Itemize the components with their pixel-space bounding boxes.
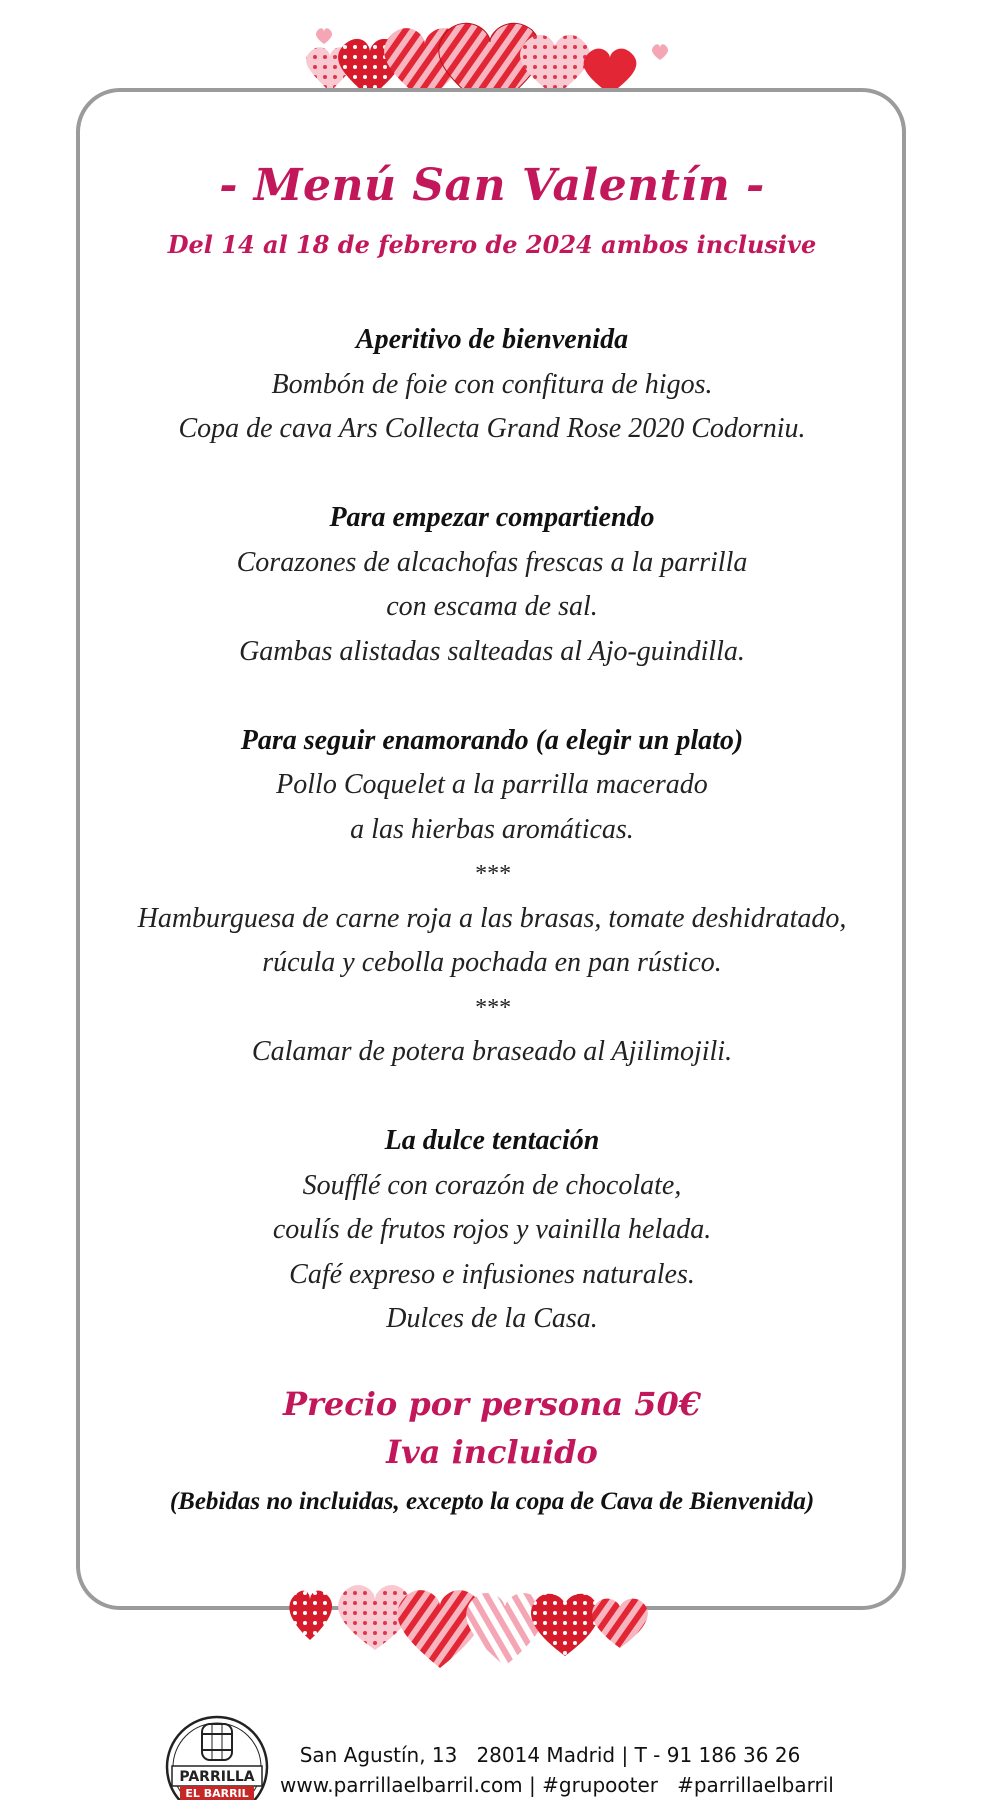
menu-item: Café expreso e infusiones naturales.: [289, 1258, 695, 1290]
barrel-logo-icon: [162, 1712, 272, 1800]
menu-item: Calamar de potera braseado al Ajilimojili.: [251, 1036, 733, 1067]
footer-address: San Agustín, 13 28014 Madrid | T - 91 186 36 26: [299, 1743, 801, 1767]
menu-item: Soufflé con corazón de chocolate,: [302, 1169, 682, 1201]
section-title: Para seguir enamorando (a elegir un plato): [240, 724, 744, 756]
page-title: - Menú San Valentín -: [219, 160, 765, 211]
menu-item: coulís de frutos rojos y vainilla helada.: [272, 1214, 712, 1245]
separator: ***: [474, 994, 510, 1021]
menu-item: Bombón de foie con confitura de higos.: [271, 368, 713, 400]
menu-item: con escama de sal.: [386, 591, 598, 622]
menu-section-dulce: [90, 1119, 894, 1342]
menu-item: rúcula y cebolla pochada en pan rústico.: [262, 947, 722, 978]
menu-item: Dulces de la Casa.: [386, 1303, 598, 1334]
section-title: Aperitivo de bienvenida: [355, 324, 629, 355]
section-title: La dulce tentación: [384, 1125, 600, 1156]
drinks-note: (Bebidas no incluidas, excepto la copa de Cava de Bienvenida): [169, 1488, 815, 1515]
menu-section-aperitivo: [90, 318, 894, 452]
section-title: Para empezar compartiendo: [329, 502, 655, 533]
menu-section-seguir: [90, 719, 894, 1075]
logo-text-elbarril: EL BARRIL: [185, 1787, 249, 1800]
separator: ***: [474, 861, 510, 887]
footer-web: www.parrillaelbarril.com | #grupooter #parrillaelbarril: [280, 1773, 834, 1797]
menu-item: Gambas alistadas salteadas al Ajo-guindilla.: [239, 635, 745, 667]
menu-section-empezar: [90, 496, 894, 674]
price-line: Precio por persona 50€: [282, 1385, 701, 1423]
hearts-decoration-bottom-icon: [280, 1568, 700, 1678]
price-block: [0, 1380, 984, 1476]
date-subtitle: Del 14 al 18 de febrero de 2024 ambos inclusive: [167, 230, 817, 259]
logo-text-parrilla: PARRILLA: [179, 1769, 255, 1785]
menu-item: Pollo Coquelet a la parrilla macerado: [276, 769, 708, 800]
menu-content: [90, 318, 894, 1386]
menu-item: Hamburguesa de carne roja a las brasas, tomate deshidratado,: [137, 902, 847, 934]
footer-contact: [280, 1740, 834, 1800]
menu-item: Copa de cava Ars Collecta Grand Rose 2020 Codorniu.: [178, 413, 806, 444]
vat-line: Iva incluido: [386, 1433, 598, 1471]
menu-item: Corazones de alcachofas frescas a la parrilla: [236, 546, 748, 578]
menu-item: a las hierbas aromáticas.: [350, 813, 634, 845]
